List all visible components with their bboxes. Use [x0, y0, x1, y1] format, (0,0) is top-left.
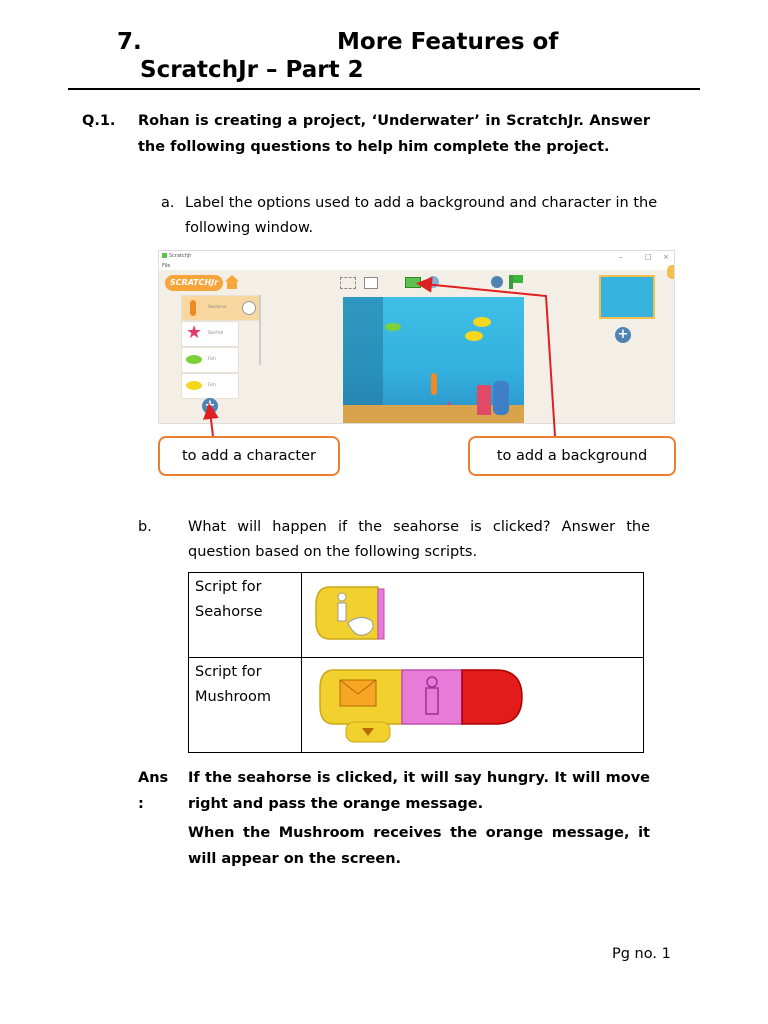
minimize-icon[interactable]: –: [619, 253, 623, 261]
arrow-to-add-background: [424, 284, 555, 436]
callout-add-character: to add a character: [158, 436, 340, 476]
maximize-icon[interactable]: □: [645, 253, 652, 261]
arrow-to-add-character: [210, 411, 213, 436]
script-label-line: Script for: [195, 664, 262, 680]
script-label-line: Seahorse: [195, 604, 263, 620]
scripts-table: [188, 572, 644, 753]
answer-label-line1: Ans: [138, 770, 169, 786]
part-b-label: b.: [138, 519, 152, 535]
pink-block-partial[interactable]: [378, 589, 384, 639]
add-page-button[interactable]: +: [615, 327, 631, 343]
table-row: [189, 658, 644, 753]
part-a-label: a.: [161, 195, 175, 211]
window-title: ScratchJr: [169, 253, 192, 259]
page-number: Pg no. 1: [612, 946, 671, 962]
tap-person-body: [338, 603, 346, 621]
callout-add-background: to add a background: [468, 436, 676, 476]
sprite-label: Fish: [208, 356, 216, 361]
close-icon[interactable]: ×: [663, 253, 669, 261]
end-block[interactable]: [462, 670, 522, 724]
sprite-label: Starfish: [208, 330, 224, 335]
chapter-title-line1: More Features of: [337, 29, 559, 55]
answer-paragraph-2: When the Mushroom receives the orange message, it will appear on the screen.: [188, 825, 650, 867]
file-menu[interactable]: File: [162, 263, 171, 269]
table-row: [189, 573, 644, 658]
script-blocks-cell: [302, 573, 644, 658]
mushroom-script: [316, 662, 556, 748]
question-text: Rohan is creating a project, ‘Underwater’ in ScratchJr. Answer the following questions to help him complete the project.: [138, 113, 650, 155]
part-b-text: What will happen if the seahorse is clicked? Answer the question based on the following scripts.: [188, 519, 650, 560]
seahorse-script: [312, 581, 402, 651]
script-label-cell: [189, 658, 302, 753]
sprite-label: Seahorse: [208, 304, 227, 309]
answer-label-line2: :: [138, 796, 144, 812]
answer-paragraph-1: If the seahorse is clicked, it will say hungry. It will move right and pass the orange message.: [188, 770, 650, 812]
chapter-title-line2: ScratchJr – Part 2: [140, 57, 364, 83]
script-blocks-cell: [302, 658, 644, 753]
show-block[interactable]: [402, 670, 462, 724]
chapter-number: 7.: [117, 29, 142, 55]
add-character-button[interactable]: +: [202, 398, 218, 414]
script-label-line: Mushroom: [195, 689, 271, 705]
script-label-cell: [189, 573, 302, 658]
part-a-text: Label the options used to add a background and character in the following window.: [185, 195, 658, 236]
tap-person-head: [338, 593, 346, 601]
script-label-line: Script for: [195, 579, 262, 595]
sprite-label: Fish: [208, 382, 216, 387]
question-label: Q.1.: [82, 113, 116, 129]
scratchjr-logo: SCRATCHJr: [165, 275, 223, 291]
starfish-icon: ★: [186, 322, 203, 343]
